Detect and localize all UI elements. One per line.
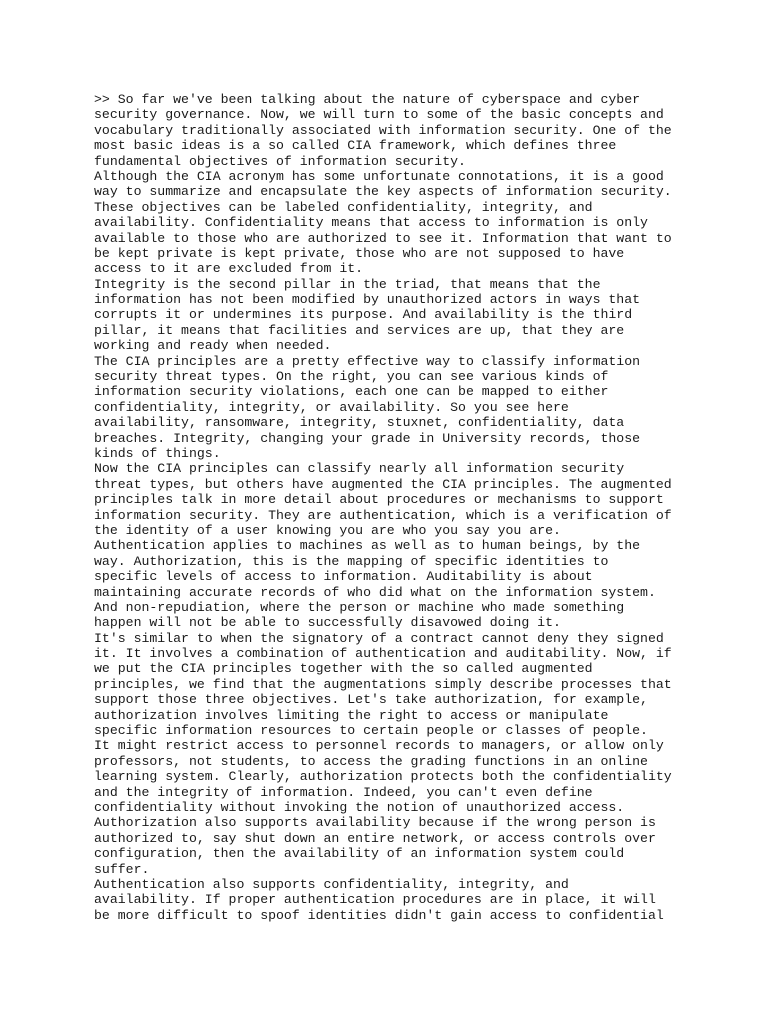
text-line: information has not been modified by unauthorized actors in ways that	[94, 292, 641, 308]
text-line: working and ready when needed.	[94, 338, 332, 354]
text-line: access to it are excluded from it.	[94, 261, 364, 277]
text-line: availability, ransomware, integrity, stuxnet, confidentiality, data	[94, 415, 625, 431]
text-line: way to summarize and encapsulate the key aspects of information security.	[94, 184, 672, 200]
text-line: authorized to, say shut down an entire network, or access controls over	[94, 830, 656, 846]
text-line: These objectives can be labeled confidentiality, integrity, and	[94, 199, 593, 215]
text-line: principles, we find that the augmentations simply describe processes that	[94, 676, 672, 692]
text-line: way. Authorization, this is the mapping of specific identities to	[94, 553, 609, 569]
text-line: information security violations, each one can be mapped to either	[94, 384, 609, 400]
text-line: It might restrict access to personnel records to managers, or allow only	[94, 738, 664, 754]
text-line: corrupts it or undermines its purpose. And availability is the third	[94, 307, 633, 323]
text-line: most basic ideas is a so called CIA framework, which defines three	[94, 138, 617, 154]
text-line: Integrity is the second pillar in the triad, that means that the	[94, 276, 601, 292]
text-line: vocabulary traditionally associated with information security. One of the	[94, 122, 672, 138]
text-line: be kept private is kept private, those who are not supposed to have	[94, 245, 625, 261]
text-line: It's similar to when the signatory of a contract cannot deny they signed	[94, 630, 664, 646]
text-line: availability. If proper authentication procedures are in place, it will	[94, 892, 656, 908]
text-line: it. It involves a combination of authentication and auditability. Now, if	[94, 646, 672, 662]
text-line: security threat types. On the right, you can see various kinds of	[94, 369, 609, 385]
text-line: Although the CIA acronym has some unfortunate connotations, it is a good	[94, 168, 664, 184]
text-line: fundamental objectives of information security.	[94, 153, 466, 169]
text-line: maintaining accurate records of who did what on the information system.	[94, 584, 656, 600]
text-line: Authentication also supports confidentiality, integrity, and	[94, 876, 569, 892]
text-line: professors, not students, to access the grading functions in an online	[94, 753, 648, 769]
text-line: suffer.	[94, 861, 150, 877]
text-line: breaches. Integrity, changing your grade in University records, those	[94, 430, 641, 446]
text-line: learning system. Clearly, authorization protects both the confidentiality	[94, 769, 672, 785]
text-line: information security. They are authentication, which is a verification of	[94, 507, 672, 523]
text-line: specific levels of access to information. Auditability is about	[94, 569, 593, 585]
text-line: confidentiality without invoking the notion of unauthorized access.	[94, 799, 625, 815]
text-line: >> So far we've been talking about the nature of cyberspace and cyber	[94, 92, 641, 107]
text-line: Now the CIA principles can classify nearly all information security	[94, 461, 625, 477]
transcript-text	[94, 92, 694, 923]
text-line: availability. Confidentiality means that access to information is only	[94, 215, 648, 231]
text-line: The CIA principles are a pretty effective way to classify information	[94, 353, 641, 369]
text-line: And non-repudiation, where the person or machine who made something	[94, 599, 625, 615]
text-line: and the integrity of information. Indeed, you can't even define	[94, 784, 593, 800]
text-line: we put the CIA principles together with the so called augmented	[94, 661, 593, 677]
text-line: threat types, but others have augmented the CIA principles. The augmented	[94, 476, 672, 492]
text-line: confidentiality, integrity, or availability. So you see here	[94, 399, 569, 415]
text-line: available to those who are authorized to see it. Information that want to	[94, 230, 672, 246]
text-line: security governance. Now, we will turn to some of the basic concepts and	[94, 107, 664, 123]
text-line: the identity of a user knowing you are who you say you are.	[94, 522, 561, 538]
text-line: principles talk in more detail about procedures or mechanisms to support	[94, 492, 664, 508]
text-line: Authorization also supports availability because if the wrong person is	[94, 815, 656, 831]
text-line: support those three objectives. Let's take authorization, for example,	[94, 692, 648, 708]
text-line: authorization involves limiting the right to access or manipulate	[94, 707, 609, 723]
text-line: pillar, it means that facilities and services are up, that they are	[94, 322, 625, 338]
text-line: specific information resources to certain people or classes of people.	[94, 723, 648, 739]
text-line: configuration, then the availability of an information system could	[94, 846, 625, 862]
text-line: happen will not be able to successfully disavowed doing it.	[94, 615, 561, 631]
text-line: Authentication applies to machines as well as to human beings, by the	[94, 538, 641, 554]
text-line: be more difficult to spoof identities didn't gain access to confidential	[94, 907, 664, 923]
text-line: kinds of things.	[94, 445, 221, 461]
